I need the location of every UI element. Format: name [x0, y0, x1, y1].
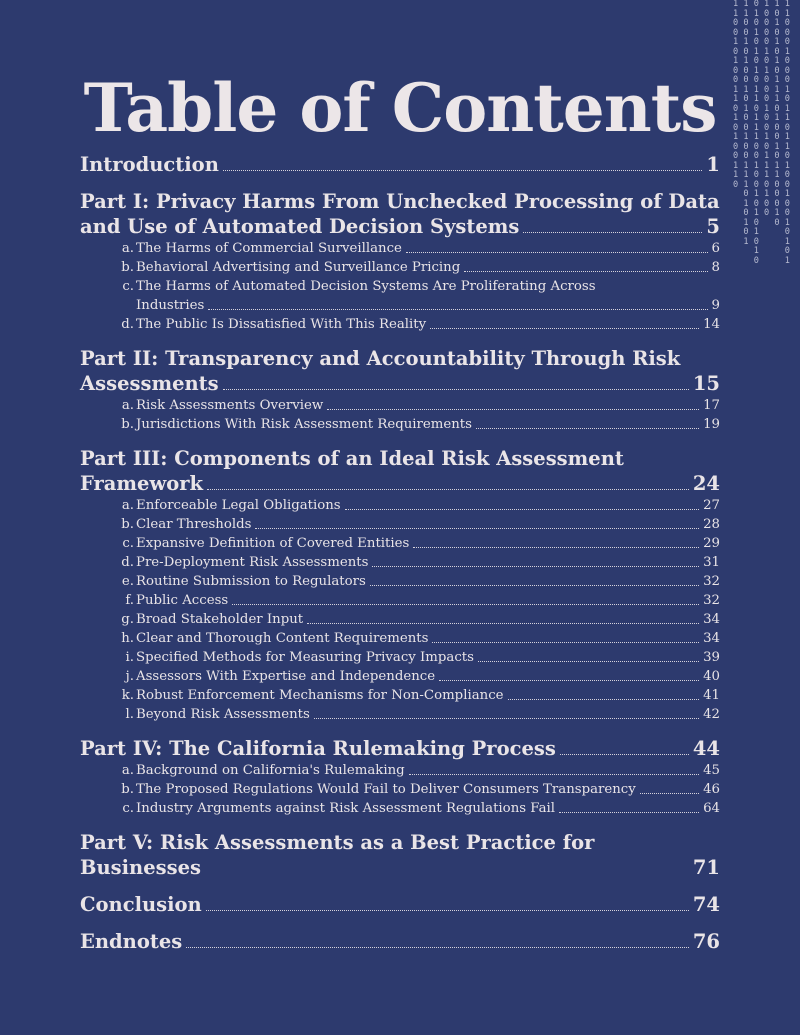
page-number: 14 [703, 317, 720, 332]
page-number: 31 [703, 555, 720, 570]
binary-row: 1 0 0 0 0 [733, 198, 790, 209]
dot-leader [478, 660, 699, 662]
subsection-letter: l. [125, 707, 134, 722]
part-heading[interactable] [80, 214, 720, 239]
page-number: 42 [703, 707, 720, 722]
subsection-letter: g. [121, 612, 134, 627]
subsection-line[interactable] [110, 239, 720, 258]
subsection-line[interactable] [110, 315, 720, 334]
subsection-title-line: Risk Assessments Overview [136, 398, 324, 413]
dot-leader [430, 327, 699, 329]
page-number: 24 [692, 472, 720, 495]
part-title-line: Conclusion [80, 893, 202, 916]
toc-entry [80, 917, 720, 954]
dot-leader [413, 546, 699, 548]
binary-row: 0 0 1 1 0 1 [733, 46, 790, 57]
subsection-line[interactable] [110, 396, 720, 415]
binary-row: 0 1 0 1 0 [733, 208, 790, 218]
dot-leader [476, 427, 699, 429]
subsection-list [110, 761, 720, 818]
binary-row: 1 1 0 0 1 0 [733, 37, 790, 47]
page-number: 71 [692, 856, 720, 879]
entry-gap [80, 880, 720, 892]
part-heading[interactable] [80, 736, 720, 761]
part-heading[interactable] [80, 152, 720, 177]
page-number: 45 [703, 763, 720, 778]
subsection-letter: a. [121, 763, 134, 778]
page-number: 5 [706, 215, 720, 238]
binary-row: 0 0 1 1 0 0 [733, 65, 790, 76]
page-title: Table of Contents [83, 69, 717, 147]
subsection-line[interactable] [110, 629, 720, 648]
page-number: 34 [703, 612, 720, 627]
subsection-title-line: Public Access [136, 593, 229, 608]
dot-leader [206, 909, 689, 911]
binary-row: 0 0 0 0 1 0 [733, 18, 790, 28]
page-number: 74 [692, 893, 720, 916]
binary-row: 0 1 0 1 0 1 [733, 103, 790, 114]
page-number: 40 [703, 669, 720, 684]
dot-leader [327, 408, 699, 410]
subsection-line[interactable] [110, 415, 720, 434]
binary-row: 1 1 0 1 1 0 [733, 170, 790, 180]
part-title-line[interactable]: Part I: Privacy Harms From Unchecked Processing of Data [80, 190, 720, 213]
entry-gap [80, 334, 720, 346]
binary-row: 1 0 1 0 1 0 [733, 94, 790, 104]
toc-entry [80, 724, 720, 818]
part-heading[interactable] [80, 830, 720, 880]
subsection-letter: b. [121, 260, 134, 275]
subsection-title-line: Industries [136, 298, 205, 313]
subsection-list [110, 496, 720, 724]
subsection-title-line: Routine Submission to Regulators [136, 574, 366, 589]
page-number: 19 [703, 417, 720, 432]
subsection-letter: c. [122, 801, 134, 816]
page-number: 29 [703, 536, 720, 551]
part-title-line[interactable]: Part III: Components of an Ideal Risk Assessment [80, 447, 624, 470]
page-number: 76 [692, 930, 720, 953]
page-number: 64 [703, 801, 720, 816]
toc-entry [80, 334, 720, 434]
dot-leader [314, 717, 699, 719]
toc-entry [80, 177, 720, 334]
part-heading[interactable] [80, 892, 720, 917]
subsection-title-line: Clear Thresholds [136, 517, 252, 532]
subsection-line[interactable] [110, 610, 720, 629]
entry-gap [80, 917, 720, 929]
subsection-letter: d. [121, 317, 134, 332]
page-number: 27 [703, 498, 720, 513]
part-title-line: Framework [80, 472, 204, 495]
subsection-line[interactable] [110, 591, 720, 610]
subsection-letter: i. [125, 650, 134, 665]
page-number: 44 [692, 737, 720, 760]
part-heading[interactable] [80, 929, 720, 954]
subsection-letter: c. [122, 279, 134, 294]
binary-row: 0 0 0 0 1 1 [733, 141, 790, 152]
part-heading[interactable] [80, 371, 720, 396]
subsection-letter: c. [122, 536, 134, 551]
entry-gap [80, 177, 720, 189]
part-title-line: Part V: Risk Assessments as a Best Practice for Businesses [80, 831, 595, 879]
dot-leader [523, 231, 702, 233]
subsection-line[interactable] [110, 258, 720, 277]
page-number: 8 [711, 260, 720, 275]
subsection-line[interactable] [110, 648, 720, 667]
binary-row: 0 1 1 0 1 [733, 189, 790, 199]
subsection-line[interactable] [110, 496, 720, 515]
binary-row: 0 0 1 0 0 0 [733, 122, 790, 133]
subsection-line[interactable] [110, 780, 720, 799]
page-number: 34 [703, 631, 720, 646]
page-number: 17 [703, 398, 720, 413]
binary-row: 1 1 1 1 0 1 [733, 132, 790, 142]
dot-leader [232, 603, 699, 605]
binary-row: 0 0 0 1 0 0 [733, 151, 790, 161]
page-number: 28 [703, 517, 720, 532]
subsection-title-line: Jurisdictions With Risk Assessment Requirements [136, 417, 472, 432]
dot-leader [345, 508, 699, 510]
binary-row: 1 0 1 [733, 236, 790, 247]
subsection-title-line: Behavioral Advertising and Surveillance Pricing [136, 260, 461, 275]
page-number: 46 [703, 782, 720, 797]
subsection-letter: h. [121, 631, 134, 646]
subsection-title-line: Specified Methods for Measuring Privacy Impacts [136, 650, 474, 665]
dot-leader [223, 388, 689, 390]
subsection-line[interactable] [110, 296, 720, 315]
subsection-title-line: Beyond Risk Assessments [136, 707, 310, 722]
subsection-title-line: Industry Arguments against Risk Assessment Regulations Fail [136, 801, 556, 816]
subsection-letter: a. [121, 398, 134, 413]
subsection-title-line: Robust Enforcement Mechanisms for Non-Compliance [136, 688, 504, 703]
binary-row: 0 0 0 0 1 0 [733, 75, 790, 85]
part-title-line: Part IV: The California Rulemaking Process [80, 737, 556, 760]
subsection-line[interactable] [110, 667, 720, 686]
toc-entry [80, 434, 720, 724]
subsection-title-line: Background on California's Rulemaking [136, 763, 405, 778]
dot-leader [640, 792, 699, 794]
binary-row: 1 0 0 1 [733, 217, 790, 228]
subsection-title-line: The Proposed Regulations Would Fail to Deliver Consumers Transparency [136, 782, 636, 797]
subsection-letter: f. [125, 593, 134, 608]
binary-row: 1 1 0 0 1 0 [733, 56, 790, 66]
dot-leader [439, 679, 699, 681]
subsection-letter: j. [125, 669, 134, 684]
subsection-title-line: The Public Is Dissatisfied With This Reality [136, 317, 427, 332]
dot-leader [223, 169, 703, 171]
binary-row: 1 1 1 1 1 1 [733, 160, 790, 171]
subsection-letter: a. [121, 241, 134, 256]
binary-row: 1 0 [733, 246, 790, 256]
toc-entry [80, 818, 720, 880]
subsection-letter: b. [121, 782, 134, 797]
subsection-title-line: Pre-Deployment Risk Assessments [136, 555, 369, 570]
binary-row: 1 1 0 1 1 1 [733, 0, 790, 9]
page-number: 39 [703, 650, 720, 665]
dot-leader [406, 251, 708, 253]
page-number: 1 [706, 153, 720, 176]
dot-leader [370, 584, 699, 586]
dot-leader [307, 622, 699, 624]
binary-row: 0 1 0 [733, 227, 790, 237]
toc-entry [80, 152, 720, 177]
binary-row: 1 1 1 0 0 1 [733, 8, 790, 19]
subsection-list [110, 396, 720, 434]
dot-leader [255, 527, 699, 529]
subsection-line[interactable] [110, 534, 720, 553]
table-of-contents [80, 152, 720, 954]
subsection-letter: b. [121, 517, 134, 532]
subsection-title-line: Clear and Thorough Content Requirements [136, 631, 429, 646]
binary-row: 1 1 1 0 1 1 [733, 84, 790, 95]
subsection-letter: d. [121, 555, 134, 570]
dot-leader [409, 773, 699, 775]
subsection-title-line: Enforceable Legal Obligations [136, 498, 341, 513]
entry-gap [80, 818, 720, 830]
subsection-letter: a. [121, 498, 134, 513]
subsection-line[interactable] [110, 705, 720, 724]
subsection-line[interactable] [110, 761, 720, 780]
toc-entry [80, 880, 720, 917]
page-number: 41 [703, 688, 720, 703]
subsection-letter: e. [121, 574, 134, 589]
dot-leader [432, 641, 699, 643]
page-number: 32 [703, 574, 720, 589]
subsection-list [110, 239, 720, 334]
part-title-line: Assessments [80, 372, 219, 395]
dot-leader [508, 698, 700, 700]
binary-row: 0 1 0 0 0 0 [733, 179, 790, 190]
dot-leader [464, 270, 707, 272]
dot-leader [186, 946, 689, 948]
subsection-line[interactable] [110, 572, 720, 591]
page-number: 6 [711, 241, 720, 256]
dot-leader [207, 488, 689, 490]
subsection-letter: b. [121, 417, 134, 432]
part-title-line[interactable]: Part II: Transparency and Accountability Through Risk [80, 347, 681, 370]
subsection-line[interactable] [110, 515, 720, 534]
entry-gap [80, 434, 720, 446]
part-title-line: and Use of Automated Decision Systems [80, 215, 520, 238]
subsection-title-line: The Harms of Commercial Surveillance [136, 241, 402, 256]
dot-leader [372, 565, 699, 567]
subsection-title-line: Expansive Definition of Covered Entities [136, 536, 410, 551]
page-number: 32 [703, 593, 720, 608]
subsection-line[interactable] [110, 277, 720, 296]
subsection-title-line: The Harms of Automated Decision Systems Are Proliferating Across [136, 279, 596, 294]
part-title-line: Endnotes [80, 930, 183, 953]
subsection-letter: k. [121, 688, 134, 703]
binary-row: 0 0 1 0 0 0 [733, 27, 790, 38]
subsection-title-line: Assessors With Expertise and Independence [136, 669, 436, 684]
binary-row: 1 0 1 0 1 1 [733, 113, 790, 123]
subsection-title-line: Broad Stakeholder Input [136, 612, 304, 627]
page-number: 15 [692, 372, 720, 395]
subsection-line[interactable] [110, 799, 720, 818]
part-title-line: Introduction [80, 153, 219, 176]
subsection-line[interactable] [110, 553, 720, 572]
dot-leader [560, 753, 689, 755]
part-heading[interactable] [80, 471, 720, 496]
subsection-line[interactable] [110, 686, 720, 705]
page-number: 9 [711, 298, 720, 313]
dot-leader [208, 308, 707, 310]
dot-leader [559, 811, 699, 813]
entry-gap [80, 724, 720, 736]
binary-row: 0 1 [733, 255, 790, 266]
